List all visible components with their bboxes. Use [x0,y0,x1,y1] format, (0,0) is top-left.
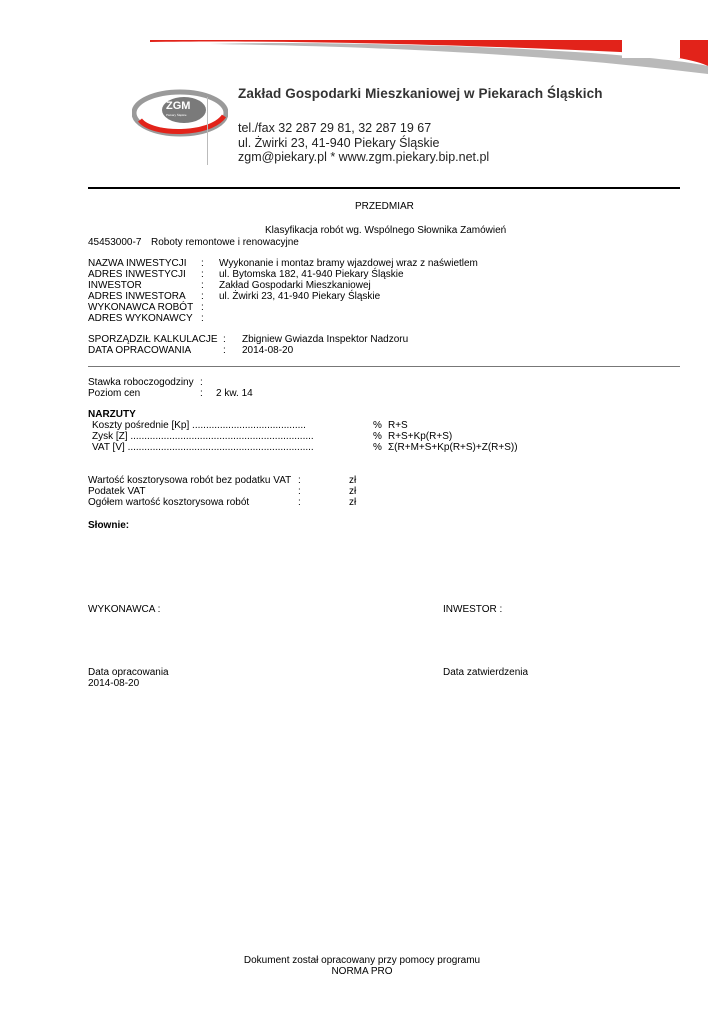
company-name: Zakład Gospodarki Mieszkaniowej w Piekarach Śląskich [238,86,603,101]
cpv-code: 45453000-7 [88,237,142,248]
field-label: DATA OPRACOWANIA [88,345,192,356]
header-divider [207,97,208,165]
narzut-unit: % [373,431,382,442]
field-value: Wyykonanie i montaz bramy wjazdowej wraz z naświetlem [219,258,478,269]
field-value: ul. Bytomska 182, 41-940 Piekary Śląskie [219,269,404,280]
field-label: ADRES INWESTYCJI [88,269,186,280]
field-label: WYKONAWCA ROBÓT [88,302,194,313]
value-unit: zł [349,475,357,486]
contractor-label: WYKONAWCA : [88,604,161,615]
field-label: NAZWA INWESTYCJI [88,258,187,269]
field-value: Zakład Gospodarki Mieszkaniowej [219,280,371,291]
value-label: Podatek VAT [88,486,146,497]
narzut-unit: % [373,420,382,431]
value-label: Ogółem wartość kosztorysowa robót [88,497,250,508]
field-sep: : [223,345,226,356]
value-unit: zł [349,486,357,497]
logo-text: ZGM [166,100,191,112]
field-sep: : [201,302,204,313]
investor-label: INWESTOR : [443,604,503,615]
value-label: Wartość kosztorysowa robót bez podatku VAT [88,475,292,486]
date-prepared-label: Data opracowania [88,667,169,678]
value-sep: : [298,497,301,508]
field-label: SPORZĄDZIŁ KALKULACJE [88,334,218,345]
field-value: ul. Żwirki 23, 41-940 Piekary Śląskie [219,291,381,302]
value-unit: zł [349,497,357,508]
section-rule [88,366,680,367]
field-value: 2 kw. 14 [216,388,253,399]
footer-line2: NORMA PRO [331,966,393,977]
field-label: Poziom cen [88,388,141,399]
value-sep: : [298,486,301,497]
field-label: ADRES INWESTORA [88,291,186,302]
field-sep: : [201,291,204,302]
header-white-box [622,40,680,58]
field-value: 2014-08-20 [242,345,294,356]
value-sep: : [298,475,301,486]
narzut-formula: R+S+Kp(R+S) [388,431,453,442]
date-approved-label: Data zatwierdzenia [443,667,529,678]
words-label: Słownie: [88,520,130,531]
field-sep: : [201,258,204,269]
header-rule [88,187,680,189]
contact-web: zgm@piekary.pl * www.zgm.piekary.bip.net.pl [238,150,490,164]
footer-line1: Dokument został opracowany przy pomocy programu [243,955,481,966]
contact-address: ul. Żwirki 23, 41-940 Piekary Śląskie [238,136,440,150]
field-label: INWESTOR [88,280,142,291]
date-prepared-value: 2014-08-20 [88,678,140,689]
field-sep: : [201,313,204,324]
narzut-formula: Σ(R+M+S+Kp(R+S)+Z(R+S)) [388,442,518,453]
field-label: ADRES WYKONAWCY [88,313,193,324]
contact-tel: tel./fax 32 287 29 81, 32 287 19 67 [238,121,432,135]
narzut-label: Koszty pośrednie [Kp] ......................................... [92,420,306,431]
narzuty-heading: NARZUTY [88,409,136,420]
field-sep: : [201,269,204,280]
field-sep: : [200,388,203,399]
cpv-description: Roboty remontowe i renowacyjne [151,237,299,248]
field-value: Zbigniew Gwiazda Inspektor Nadzoru [242,334,409,345]
field-sep: : [200,377,203,388]
field-label: Stawka roboczogodziny [88,377,194,388]
field-sep: : [201,280,204,291]
narzut-label: VAT [V] ................................................................... [92,442,314,453]
logo-subtext: Piekary Śląskie [166,113,187,117]
narzut-unit: % [373,442,382,453]
classification-line: Klasyfikacja robót wg. Wspólnego Słownika Zamówień [265,225,507,236]
narzut-label: Zysk [Z] .................................................................. [92,431,314,442]
page-title: PRZEDMIAR [355,201,414,212]
narzut-formula: R+S [388,420,408,431]
field-sep: : [223,334,226,345]
